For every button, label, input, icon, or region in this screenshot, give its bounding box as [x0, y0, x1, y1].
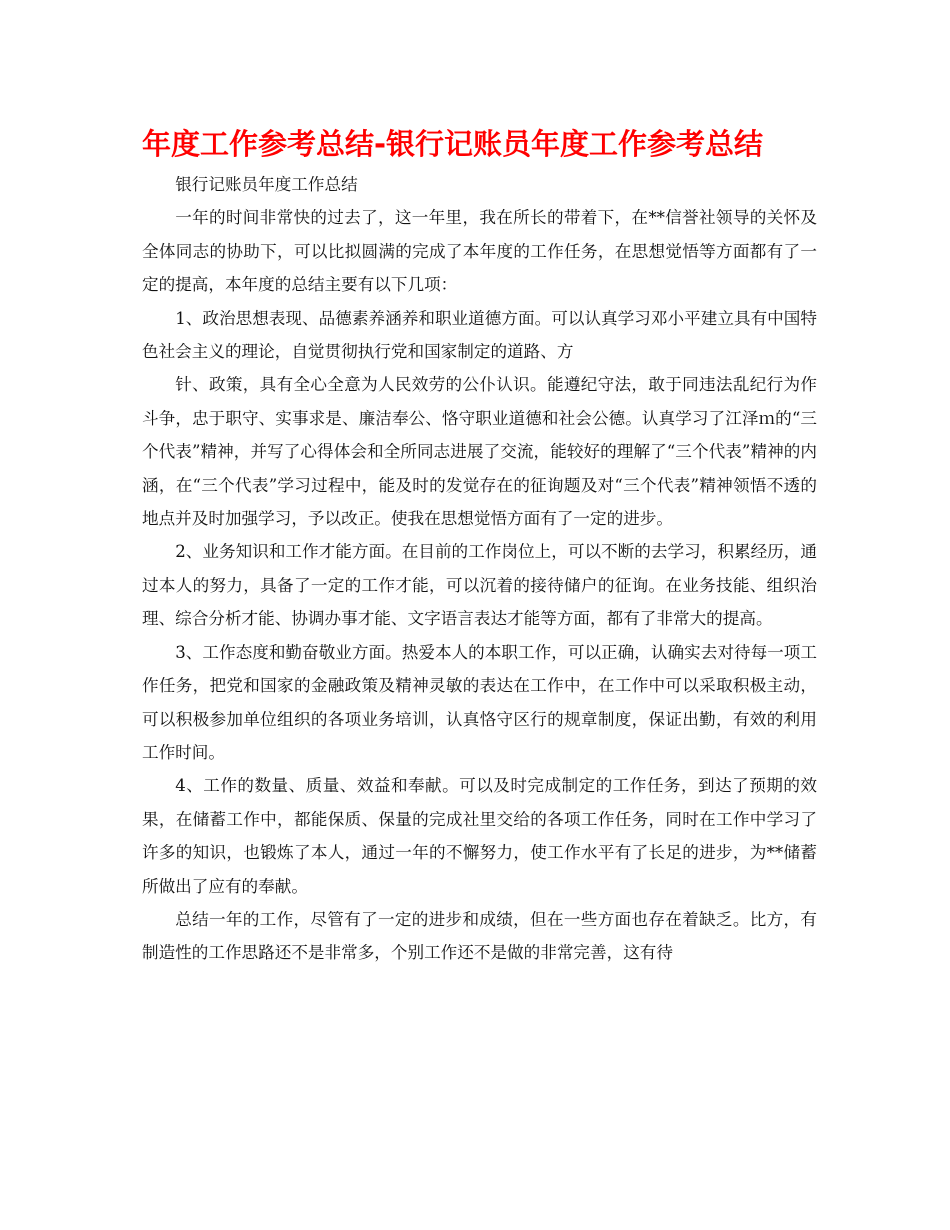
- document-body: [142, 168, 817, 970]
- document-title: 年度工作参考总结-银行记账员年度工作参考总结: [142, 127, 764, 161]
- section-2-paragraph: 2、业务知识和工作才能方面。在目前的工作岗位上，可以不断的去学习，积累经历，通过本人的努力，具备了一定的工作才能，可以沉着的接待储户的征询。在业务技能、组织治理、综合分析才能、协调办事才能、文字语言表达才能等方面，都有了非常大的提高。: [142, 542, 817, 629]
- summary-paragraph: 总结一年的工作，尽管有了一定的进步和成绩，但在一些方面也存在着缺乏。比方，有制造性的工作思路还不是非常多，个别工作还不是做的非常完善，这有待: [142, 909, 817, 963]
- section-1-continued-paragraph: 针、政策，具有全心全意为人民效劳的公仆认识。能遵纪守法，敢于同违法乱纪行为作斗争，忠于职守、实事求是、廉洁奉公、恪守职业道德和社会公德。认真学习了江泽ｍ的“三个代表”精神，并写了心得体会和全所同志进展了交流，能较好的理解了“三个代表”精神的内涵，在“三个代表”学习过程中，能及时的发觉存在的征询题及对“三个代表”精神领悟不透的地点并及时加强学习，予以改正。使我在思想觉悟方面有了一定的进步。: [142, 375, 817, 529]
- section-4-paragraph: 4、工作的数量、质量、效益和奉献。可以及时完成制定的工作任务，到达了预期的效果，在储蓄工作中，都能保质、保量的完成社里交给的各项工作任务，同时在工作中学习了许多的知识，也锻炼了本人，通过一年的不懈努力，使工作水平有了长足的进步，为**储蓄所做出了应有的奉献。: [142, 776, 817, 896]
- section-3-paragraph: 3、工作态度和勤奋敬业方面。热爱本人的本职工作，可以正确，认确实去对待每一项工作任务，把党和国家的金融政策及精神灵敏的表达在工作中，在工作中可以采取积极主动，可以积极参加单位组织的各项业务培训，认真恪守区行的规章制度，保证出勤，有效的利用工作时间。: [142, 642, 817, 762]
- section-1-paragraph: 1、政治思想表现、品德素养涵养和职业道德方面。可以认真学习邓小平建立具有中国特色社会主义的理论，自觉贯彻执行党和国家制定的道路、方: [142, 308, 817, 362]
- intro-paragraph: 一年的时间非常快的过去了，这一年里，我在所长的带着下，在**信誉社领导的关怀及全体同志的协助下，可以比拟圆满的完成了本年度的工作任务，在思想觉悟等方面都有了一定的提高，本年度的总结主要有以下几项：: [142, 208, 817, 295]
- subtitle-paragraph: 银行记账员年度工作总结: [175, 175, 358, 194]
